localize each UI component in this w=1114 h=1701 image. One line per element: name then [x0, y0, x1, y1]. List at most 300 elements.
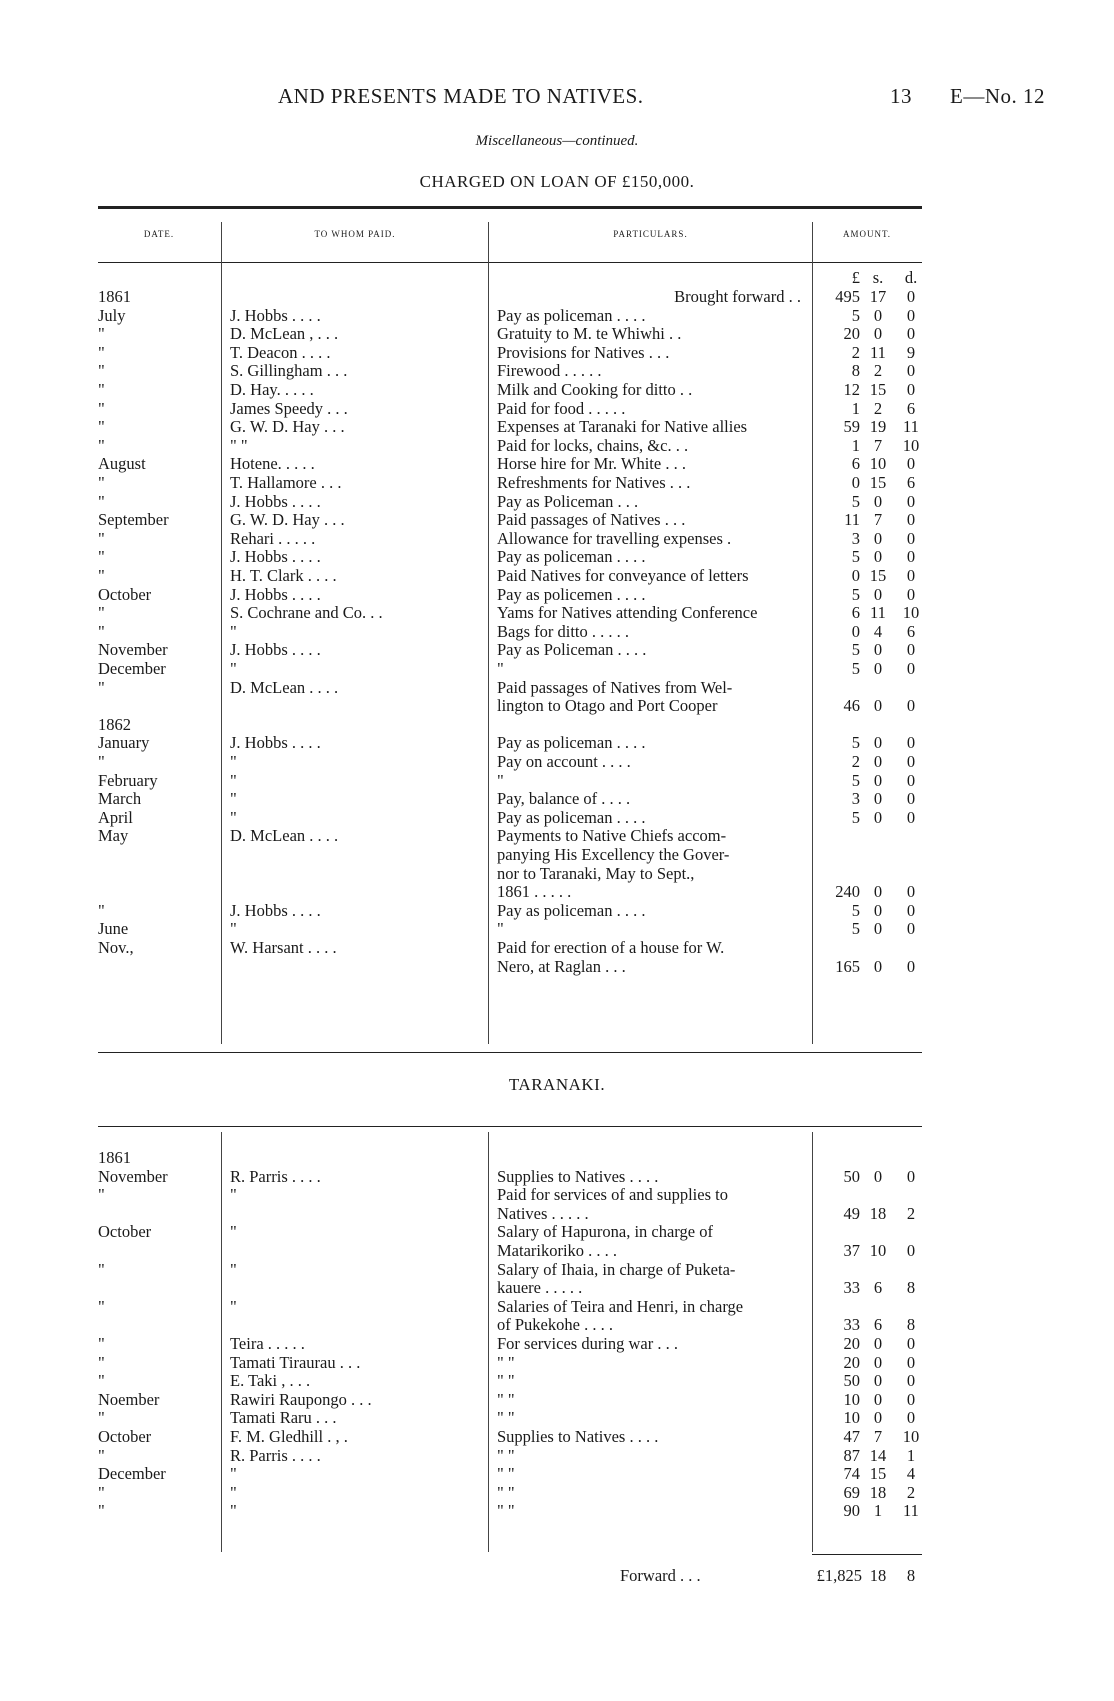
row-pence: 0 [906, 640, 916, 660]
row-payee: F. M. Gledhill . , . [230, 1427, 348, 1446]
table-row [0, 603, 1114, 622]
row-payee: R. Parris . . . . [230, 1166, 321, 1186]
row-payee: Tamati Raru . . . [230, 1408, 337, 1428]
row-pence: 0 [906, 528, 916, 548]
row-date: " [98, 900, 105, 920]
row-particulars: " " [497, 1501, 515, 1521]
table-row [0, 1446, 1114, 1465]
row-pounds: 50 [843, 1371, 860, 1391]
row-pounds: 49 [843, 1203, 860, 1223]
row-pounds: 1 [851, 398, 860, 418]
table-row [0, 678, 1114, 697]
table-row [0, 1278, 1114, 1297]
row-pence: 4 [906, 1464, 916, 1484]
row-shillings: 0 [873, 807, 883, 827]
row-payee: J. Hobbs . . . . [230, 900, 321, 920]
row-shillings: 18 [869, 1482, 887, 1502]
row-particulars: Horse hire for Mr. White . . . [497, 454, 686, 474]
row-pence: 0 [906, 361, 916, 381]
row-shillings: 0 [873, 305, 883, 325]
row-particulars: Bags for ditto . . . . . [497, 621, 629, 641]
row-pounds: 33 [843, 1278, 860, 1298]
row-particulars: Paid for food . . . . . [497, 398, 626, 418]
row-date: " [98, 417, 105, 437]
forward-label: Forward . . . [620, 1566, 701, 1585]
row-pounds: 20 [843, 1334, 860, 1353]
row-shillings: 11 [870, 342, 886, 362]
pence-heading: d. [904, 268, 918, 287]
row-pounds: 5 [851, 305, 860, 325]
table-row [0, 1148, 1114, 1167]
page-title: AND PRESENTS MADE TO NATIVES. [278, 84, 644, 108]
row-particulars: " " [497, 1408, 515, 1428]
row-shillings: 0 [873, 324, 883, 344]
forward-total-pence: 8 [906, 1566, 916, 1585]
row-shillings: 0 [873, 900, 883, 920]
row-payee: D. McLean , . . . [230, 324, 339, 344]
table-row [0, 417, 1114, 436]
row-shillings: 2 [873, 398, 883, 418]
row-pounds: 6 [851, 603, 860, 623]
shillings-heading: s. [872, 268, 884, 287]
row-particulars: panying His Excellency the Gover- [497, 845, 730, 864]
row-date: " [98, 342, 105, 362]
table-row [0, 901, 1114, 920]
row-date: " [98, 1371, 105, 1391]
row-payee: T. Hallamore . . . [230, 473, 342, 492]
row-date: " [98, 1334, 105, 1353]
row-payee: J. Hobbs . . . . [230, 733, 321, 753]
page-number: 13 [890, 84, 912, 108]
row-payee: James Speedy . . . [230, 398, 348, 418]
row-shillings: 17 [869, 287, 887, 306]
row-payee: D. McLean . . . . [230, 677, 339, 697]
row-payee: " [230, 659, 237, 678]
column-header-amount: AMOUNT. [842, 229, 892, 239]
document-reference: E—No. 12 [950, 84, 1045, 108]
table-top-rule [98, 206, 922, 209]
row-date: " [98, 1185, 105, 1205]
row-payee: T. Deacon . . . . [230, 342, 331, 362]
row-particulars: Expenses at Taranaki for Native allies [497, 417, 748, 437]
row-payee: " [230, 1482, 237, 1502]
row-shillings: 0 [873, 696, 883, 716]
row-payee: " [230, 919, 237, 939]
row-pence: 0 [906, 696, 916, 716]
row-shillings: 0 [873, 752, 883, 771]
table-row [0, 492, 1114, 511]
row-particulars: " [497, 659, 504, 678]
table-row [0, 510, 1114, 529]
row-payee: Tamati Tiraurau . . . [230, 1352, 361, 1372]
row-shillings: 2 [873, 361, 883, 381]
row-date: " [98, 1408, 105, 1428]
row-date: March [98, 789, 142, 809]
row-particulars: Firewood . . . . . [497, 361, 602, 381]
row-pence: 0 [906, 900, 916, 920]
row-pounds: 5 [851, 491, 860, 511]
row-shillings: 7 [873, 1427, 883, 1446]
table-row [0, 1501, 1114, 1520]
row-date: " [98, 603, 105, 623]
row-pounds: 33 [843, 1315, 860, 1335]
table-row [0, 1371, 1114, 1390]
row-shillings: 0 [873, 1408, 883, 1428]
row-particulars: Pay as policeman . . . . [497, 900, 646, 920]
table-bottom-rule [98, 1052, 922, 1053]
row-pence: 10 [902, 435, 920, 455]
taranaki-top-rule [98, 1126, 922, 1127]
row-date: " [98, 380, 105, 399]
row-payee: S. Cochrane and Co. . . [230, 603, 383, 623]
row-pounds: 0 [851, 473, 860, 492]
row-date: Nov., [98, 938, 134, 957]
row-pounds: 165 [835, 956, 860, 976]
row-pounds: 5 [851, 584, 860, 604]
row-particulars: Salary of Ihaia, in charge of Puketa- [497, 1259, 736, 1279]
row-shillings: 1 [873, 1501, 883, 1521]
row-payee: G. W. D. Hay . . . [230, 510, 345, 530]
row-payee: G. W. D. Hay . . . [230, 417, 345, 437]
row-particulars: Paid for erection of a house for W. [497, 938, 725, 957]
row-particulars: 1861 . . . . . [497, 882, 572, 902]
row-payee: " " [230, 435, 248, 455]
row-payee: E. Taki , . . . [230, 1371, 311, 1391]
table-row [0, 845, 1114, 864]
row-date: " [98, 324, 105, 344]
table-row [0, 399, 1114, 418]
table-row [0, 1464, 1114, 1483]
row-pence: 0 [906, 566, 916, 585]
table-row [0, 919, 1114, 938]
row-date: " [98, 1352, 105, 1372]
table-row [0, 659, 1114, 678]
row-particulars: Nero, at Raglan . . . [497, 956, 626, 976]
row-particulars: lington to Otago and Port Cooper [497, 696, 718, 716]
row-pounds: 5 [851, 900, 860, 920]
table-row [0, 343, 1114, 362]
row-payee: H. T. Clark . . . . [230, 566, 337, 585]
row-shillings: 0 [873, 1389, 883, 1409]
row-particulars: Gratuity to M. te Whiwhi . . [497, 324, 682, 344]
row-payee: Hotene. . . . . [230, 454, 315, 474]
row-pounds: 5 [851, 919, 860, 939]
table-row [0, 529, 1114, 548]
row-pence: 2 [906, 1203, 916, 1223]
row-payee: " [230, 789, 237, 809]
row-shillings: 0 [873, 1334, 883, 1353]
row-particulars: " [497, 770, 504, 790]
row-date: April [98, 807, 133, 827]
row-pence: 0 [906, 882, 916, 902]
row-particulars: Paid passages of Natives . . . [497, 510, 686, 530]
row-date: June [98, 919, 129, 939]
row-date: February [98, 770, 158, 790]
row-shillings: 11 [870, 603, 886, 623]
charged-heading: CHARGED ON LOAN OF £150,000. [419, 172, 695, 191]
row-shillings: 15 [869, 473, 887, 492]
table-row [0, 1204, 1114, 1223]
row-pence: 2 [906, 1482, 916, 1502]
row-pounds: 2 [851, 342, 860, 362]
table-row [0, 324, 1114, 343]
row-shillings: 0 [873, 1352, 883, 1372]
row-date: " [98, 398, 105, 418]
table-row [0, 771, 1114, 790]
table-row [0, 454, 1114, 473]
taranaki-heading: TARANAKI. [508, 1075, 606, 1094]
row-pence: 0 [906, 733, 916, 753]
table-row [0, 473, 1114, 492]
row-pence: 11 [903, 417, 919, 437]
row-pounds: 1 [851, 435, 860, 455]
row-pence: 0 [906, 1352, 916, 1372]
table-row [0, 1353, 1114, 1372]
row-shillings: 7 [873, 435, 883, 455]
row-pounds: 3 [851, 789, 860, 809]
row-pence: 0 [906, 659, 916, 678]
row-particulars: Matarikoriko . . . . [497, 1241, 618, 1260]
row-shillings: 0 [873, 547, 883, 567]
row-pounds: 10 [843, 1389, 860, 1409]
row-date: " [98, 491, 105, 511]
row-pence: 0 [906, 1371, 916, 1391]
row-date: " [98, 1482, 105, 1502]
row-shillings: 0 [873, 919, 883, 939]
table-row [0, 938, 1114, 957]
row-particulars: Pay on account . . . . [497, 752, 631, 771]
row-particulars: Pay as policeman . . . . [497, 547, 646, 567]
row-payee: Teira . . . . . [230, 1334, 305, 1353]
row-pounds: 5 [851, 770, 860, 790]
row-date: January [98, 733, 150, 753]
row-pence: 0 [906, 380, 916, 399]
row-payee: J. Hobbs . . . . [230, 491, 321, 511]
row-date: " [98, 752, 105, 771]
table-row [0, 547, 1114, 566]
row-pence: 0 [906, 1166, 916, 1186]
row-payee: J. Hobbs . . . . [230, 547, 321, 567]
row-pounds: 47 [843, 1427, 860, 1446]
row-payee: " [230, 1501, 237, 1521]
row-pence: 0 [906, 1389, 916, 1409]
forward-total-shillings: 18 [869, 1566, 887, 1585]
row-pounds: 5 [851, 659, 860, 678]
row-pounds: 0 [851, 566, 860, 585]
row-date: December [98, 659, 166, 678]
total-rule [812, 1554, 922, 1555]
row-particulars: Supplies to Natives . . . . [497, 1166, 659, 1186]
row-pounds: 10 [843, 1408, 860, 1428]
row-pounds: 3 [851, 528, 860, 548]
row-date: " [98, 1445, 105, 1465]
row-pence: 6 [906, 398, 916, 418]
table-row [0, 1167, 1114, 1186]
row-shillings: 0 [873, 789, 883, 809]
row-date: October [98, 584, 152, 604]
row-pence: 0 [906, 454, 916, 474]
table-row [0, 1483, 1114, 1502]
table-row [0, 1427, 1114, 1446]
row-pounds: 12 [843, 380, 860, 399]
row-date: " [98, 435, 105, 455]
row-particulars: Brought forward . . [674, 287, 801, 306]
row-particulars: Salaries of Teira and Henri, in charge [497, 1296, 744, 1316]
table-row [0, 585, 1114, 604]
row-particulars: kauere . . . . . [497, 1278, 583, 1298]
forward-total-pounds: £1,825 [816, 1566, 862, 1585]
row-particulars: nor to Taranaki, May to Sept., [497, 863, 695, 883]
table-row [0, 826, 1114, 845]
table-row [0, 1260, 1114, 1279]
row-pence: 0 [906, 789, 916, 809]
row-pence: 0 [906, 1334, 916, 1353]
row-pounds: 495 [835, 287, 860, 306]
row-shillings: 4 [873, 621, 883, 641]
row-particulars: For services during war . . . [497, 1334, 679, 1353]
row-date: October [98, 1222, 152, 1242]
row-particulars: " " [497, 1482, 515, 1502]
row-date: 1861 [98, 1148, 131, 1167]
row-pounds: 50 [843, 1166, 860, 1186]
row-pence: 8 [906, 1278, 916, 1298]
table-row [0, 1315, 1114, 1334]
forward-total-row [0, 1566, 1114, 1585]
row-pence: 0 [906, 807, 916, 827]
row-payee: R. Parris . . . . [230, 1445, 321, 1465]
row-particulars: Pay as Policeman . . . [497, 491, 639, 511]
table-row [0, 808, 1114, 827]
row-particulars: " " [497, 1445, 515, 1465]
row-particulars: " [497, 919, 504, 939]
table-row [0, 957, 1114, 976]
row-payee: " [230, 752, 237, 771]
row-shillings: 18 [869, 1203, 887, 1223]
row-particulars: Natives . . . . . [497, 1203, 589, 1223]
table-row [0, 1334, 1114, 1353]
row-date: 1861 [98, 287, 131, 306]
row-pounds: 11 [844, 510, 860, 530]
table-row [0, 436, 1114, 455]
table-row [0, 696, 1114, 715]
row-payee: J. Hobbs . . . . [230, 584, 321, 604]
row-pounds: 2 [851, 752, 860, 771]
row-pence: 10 [902, 603, 920, 623]
row-particulars: Refreshments for Natives . . . [497, 473, 691, 492]
row-pounds: 6 [851, 454, 860, 474]
table-row [0, 1408, 1114, 1427]
row-shillings: 0 [873, 640, 883, 660]
row-date: " [98, 473, 105, 492]
row-shillings: 19 [869, 417, 887, 437]
row-particulars: Yams for Natives attending Conference [497, 603, 758, 623]
table-row [0, 640, 1114, 659]
row-pence: 0 [906, 491, 916, 511]
row-payee: S. Gillingham . . . [230, 361, 348, 381]
row-shillings: 0 [873, 491, 883, 511]
row-pence: 10 [902, 1427, 920, 1446]
table-row [0, 1222, 1114, 1241]
row-pounds: 20 [843, 324, 860, 344]
column-header-paid: TO WHOM PAID. [314, 229, 396, 239]
row-particulars: Salary of Hapurona, in charge of [497, 1222, 713, 1242]
row-date: September [98, 510, 169, 530]
row-particulars: Milk and Cooking for ditto . . [497, 380, 693, 399]
table-row [0, 361, 1114, 380]
row-particulars: Supplies to Natives . . . . [497, 1427, 659, 1446]
row-date: " [98, 361, 105, 381]
table-row [0, 752, 1114, 771]
table-row [0, 715, 1114, 734]
table-row [0, 566, 1114, 585]
row-shillings: 10 [869, 454, 887, 474]
table-row [0, 789, 1114, 808]
row-pence: 8 [906, 1315, 916, 1335]
row-shillings: 15 [869, 566, 887, 585]
row-particulars: Pay as policeman . . . . [497, 733, 646, 753]
row-shillings: 10 [869, 1241, 887, 1260]
row-payee: J. Hobbs . . . . [230, 305, 321, 325]
row-date: July [98, 305, 126, 325]
row-particulars: Provisions for Natives . . . [497, 342, 670, 362]
row-particulars: Pay, balance of . . . . [497, 789, 631, 809]
row-pounds: 240 [835, 882, 860, 902]
row-pounds: 5 [851, 640, 860, 660]
row-shillings: 0 [873, 770, 883, 790]
row-particulars: " " [497, 1352, 515, 1372]
row-pounds: 20 [843, 1352, 860, 1372]
column-header-particulars: PARTICULARS. [613, 229, 688, 239]
row-payee: " [230, 621, 237, 641]
row-shillings: 0 [873, 882, 883, 902]
table-row [0, 1297, 1114, 1316]
row-pence: 0 [906, 919, 916, 939]
row-pounds: 59 [843, 417, 860, 437]
row-pence: 0 [906, 324, 916, 344]
row-pence: 6 [906, 621, 916, 641]
table-row [0, 380, 1114, 399]
row-particulars: " " [497, 1371, 515, 1391]
row-date: 1862 [98, 714, 131, 734]
row-pence: 9 [906, 342, 916, 362]
table-row [0, 1390, 1114, 1409]
section-subtitle: Miscellaneous—continued. [475, 133, 639, 149]
row-payee: W. Harsant . . . . [230, 938, 337, 957]
row-pounds: 0 [851, 621, 860, 641]
row-pence: 0 [906, 770, 916, 790]
row-particulars: Pay as policeman . . . . [497, 807, 646, 827]
row-particulars: Pay as policeman . . . . [497, 305, 646, 325]
row-shillings: 0 [873, 733, 883, 753]
row-pence: 0 [906, 752, 916, 771]
row-particulars: Paid Natives for conveyance of letters [497, 566, 749, 585]
row-payee: " [230, 770, 237, 790]
row-pounds: 74 [843, 1464, 860, 1484]
row-payee: " [230, 1464, 237, 1484]
row-pence: 6 [906, 473, 916, 492]
row-date: " [98, 1259, 105, 1279]
row-shillings: 0 [873, 584, 883, 604]
row-pence: 0 [906, 956, 916, 976]
table-row [0, 733, 1114, 752]
row-payee: " [230, 1296, 237, 1316]
row-shillings: 6 [873, 1278, 883, 1298]
row-particulars: of Pukekohe . . . . [497, 1315, 613, 1335]
table-row [0, 622, 1114, 641]
row-pounds: 46 [843, 696, 860, 716]
row-shillings: 7 [873, 510, 883, 530]
row-pence: 0 [906, 305, 916, 325]
